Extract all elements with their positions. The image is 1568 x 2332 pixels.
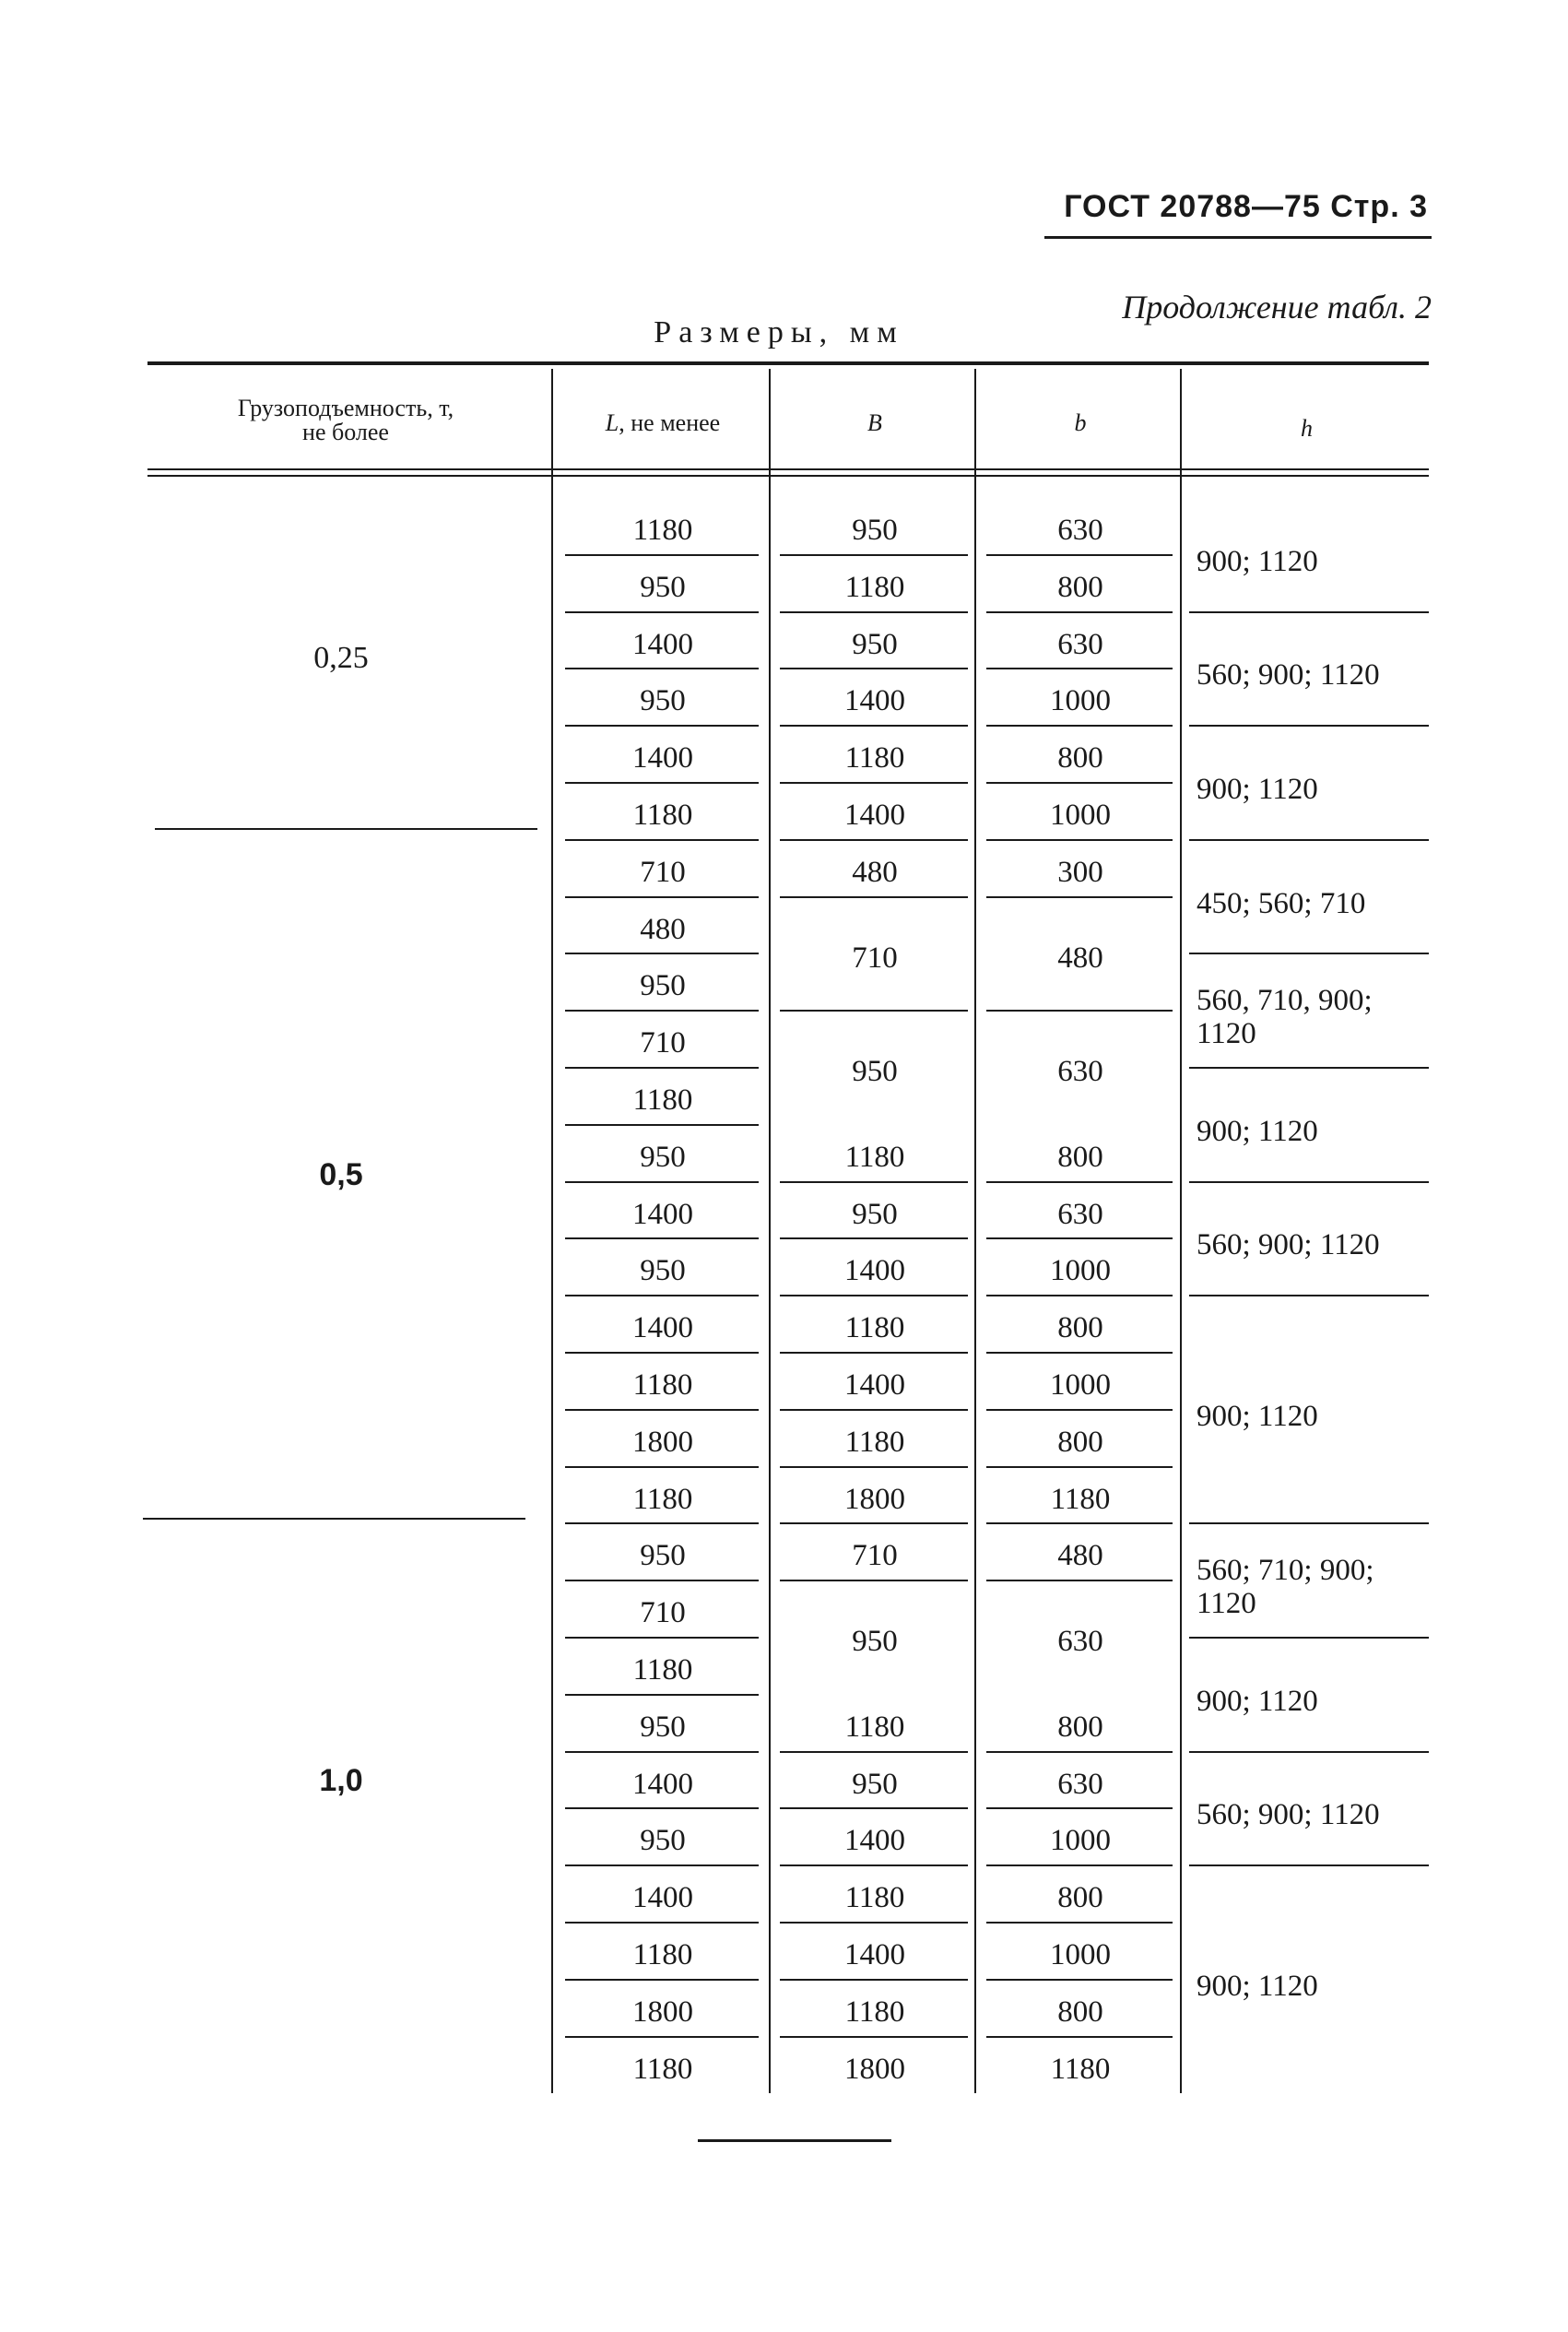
cell-B: 1180 xyxy=(844,1311,905,1345)
cell-h: 560; 900; 1120 xyxy=(1197,1228,1380,1262)
column-header-h: h xyxy=(1301,415,1313,442)
cell-rule-h xyxy=(1189,725,1429,727)
cell-b: 630 xyxy=(1057,1197,1103,1231)
cell-h: 900; 1120 xyxy=(1197,773,1318,806)
cell-L: 1400 xyxy=(632,741,693,775)
cell-rule-B xyxy=(780,1807,968,1809)
cell-rule-L xyxy=(565,1010,759,1012)
cell-rule-b xyxy=(986,725,1173,727)
cell-rule-L xyxy=(565,1751,759,1753)
cell-rule-h xyxy=(1189,839,1429,841)
cell-rule-h xyxy=(1189,611,1429,613)
cell-L: 950 xyxy=(640,1140,686,1174)
cell-rule-B xyxy=(780,1522,968,1524)
cell-h: 900; 1120 xyxy=(1197,1399,1318,1433)
cell-rule-b xyxy=(986,1580,1173,1581)
cell-rule-L xyxy=(565,1237,759,1239)
cell-L: 950 xyxy=(640,1539,686,1573)
cell-h: 560, 710, 900; 1120 xyxy=(1197,984,1373,1051)
cell-B: 950 xyxy=(852,1625,898,1659)
cell-L: 1180 xyxy=(632,1938,693,1971)
cell-b: 800 xyxy=(1057,1425,1103,1459)
cell-rule-L xyxy=(565,668,759,669)
cell-rule-B xyxy=(780,1295,968,1296)
cell-rule-h xyxy=(1189,1067,1429,1069)
cell-rule-h xyxy=(1189,1181,1429,1183)
cell-rule-B xyxy=(780,782,968,784)
cell-L: 1180 xyxy=(632,2052,693,2086)
column-header-capacity: Грузоподъемность, т, не более xyxy=(237,395,454,445)
cell-b: 800 xyxy=(1057,741,1103,775)
cell-rule-B xyxy=(780,1352,968,1354)
cell-L: 950 xyxy=(640,684,686,718)
cell-B: 1400 xyxy=(844,684,905,718)
cell-b: 800 xyxy=(1057,1311,1103,1345)
cell-rule-L xyxy=(565,1637,759,1639)
cell-B: 1180 xyxy=(844,741,905,775)
cell-rule-L xyxy=(565,2036,759,2038)
cell-rule-B xyxy=(780,1922,968,1924)
cell-rule-B xyxy=(780,896,968,898)
header-rule-1 xyxy=(147,468,1429,470)
cell-b: 630 xyxy=(1057,1055,1103,1089)
cell-b: 1180 xyxy=(1050,1482,1111,1516)
cell-rule-b xyxy=(986,1466,1173,1468)
cell-rule-b xyxy=(986,1181,1173,1183)
cell-L: 950 xyxy=(640,1824,686,1858)
cell-rule-b xyxy=(986,782,1173,784)
cell-b: 630 xyxy=(1057,514,1103,547)
cell-L: 710 xyxy=(640,855,686,889)
column-header-L: L, не менее xyxy=(605,409,721,436)
cell-L: 1400 xyxy=(632,1767,693,1801)
cell-rule-L xyxy=(565,1124,759,1126)
cell-B: 710 xyxy=(852,941,898,975)
cell-h: 450; 560; 710 xyxy=(1197,886,1366,920)
cell-rule-b xyxy=(986,1979,1173,1981)
cell-rule-L xyxy=(565,1181,759,1183)
column-rule-2 xyxy=(769,369,771,2093)
cell-h: 900; 1120 xyxy=(1197,1684,1318,1718)
table-top-rule xyxy=(147,361,1429,365)
cell-rule-B xyxy=(780,1580,968,1581)
cell-rule-B xyxy=(780,1751,968,1753)
cell-B: 1400 xyxy=(844,799,905,832)
cell-rule-L xyxy=(565,1409,759,1411)
cell-L: 950 xyxy=(640,1710,686,1744)
cell-L: 1400 xyxy=(632,627,693,661)
cell-L: 480 xyxy=(640,912,686,946)
cell-b: 630 xyxy=(1057,1767,1103,1801)
cell-rule-B xyxy=(780,1979,968,1981)
cell-B: 480 xyxy=(852,855,898,889)
cell-rule-B xyxy=(780,1864,968,1866)
cell-rule-b xyxy=(986,839,1173,841)
cell-rule-b xyxy=(986,611,1173,613)
cell-rule-b xyxy=(986,1295,1173,1296)
cell-rule-h xyxy=(1189,1864,1429,1866)
cell-b: 1000 xyxy=(1050,799,1111,832)
cell-b: 1000 xyxy=(1050,1824,1111,1858)
cell-rule-L xyxy=(565,896,759,898)
cell-rule-B xyxy=(780,1409,968,1411)
cell-b: 1000 xyxy=(1050,1368,1111,1402)
header-rule-2 xyxy=(147,475,1429,477)
cell-b: 300 xyxy=(1057,855,1103,889)
cell-rule-B xyxy=(780,1010,968,1012)
cell-rule-B xyxy=(780,668,968,669)
cell-h: 560; 900; 1120 xyxy=(1197,1798,1380,1832)
cell-rule-L xyxy=(565,1694,759,1696)
cell-rule-B xyxy=(780,611,968,613)
cell-B: 1400 xyxy=(844,1368,905,1402)
cell-L: 950 xyxy=(640,570,686,604)
cell-rule-L xyxy=(565,611,759,613)
cell-rule-b xyxy=(986,1922,1173,1924)
cell-rule-h xyxy=(1189,1295,1429,1296)
cell-B: 950 xyxy=(852,627,898,661)
capacity-value: 1,0 xyxy=(319,1763,363,1798)
cell-rule-h xyxy=(1189,953,1429,954)
cell-b: 800 xyxy=(1057,1710,1103,1744)
cell-L: 1180 xyxy=(632,1482,693,1516)
cell-rule-L xyxy=(565,1522,759,1524)
cell-rule-B xyxy=(780,1181,968,1183)
cell-rule-b xyxy=(986,1807,1173,1809)
cell-rule-B xyxy=(780,554,968,556)
cell-L: 1180 xyxy=(632,514,693,547)
cell-rule-b xyxy=(986,1751,1173,1753)
cell-L: 1800 xyxy=(632,1995,693,2029)
cell-L: 1400 xyxy=(632,1881,693,1915)
cell-rule-b xyxy=(986,1409,1173,1411)
cell-rule-b xyxy=(986,896,1173,898)
cell-B: 1400 xyxy=(844,1824,905,1858)
cell-B: 1180 xyxy=(844,1425,905,1459)
cell-rule-b xyxy=(986,554,1173,556)
cell-L: 1800 xyxy=(632,1425,693,1459)
column-header-L-suffix: , не менее xyxy=(619,409,721,436)
cell-L: 1180 xyxy=(632,1368,693,1402)
cell-b: 1000 xyxy=(1050,1938,1111,1971)
cell-L: 710 xyxy=(640,1026,686,1060)
cell-b: 800 xyxy=(1057,570,1103,604)
cell-rule-L xyxy=(565,839,759,841)
cell-rule-L xyxy=(565,1295,759,1296)
column-header-B: B xyxy=(867,409,882,436)
cell-L: 1180 xyxy=(632,1653,693,1687)
cell-L: 950 xyxy=(640,969,686,1003)
cell-rule-L xyxy=(565,953,759,954)
page-header: ГОСТ 20788—75 Стр. 3 xyxy=(1064,189,1428,224)
cell-L: 1180 xyxy=(632,799,693,832)
cell-h: 900; 1120 xyxy=(1197,1114,1318,1148)
column-rule-1 xyxy=(551,369,553,2093)
cell-h: 560; 710; 900; 1120 xyxy=(1197,1554,1374,1621)
cell-rule-L xyxy=(565,1922,759,1924)
cell-h: 560; 900; 1120 xyxy=(1197,658,1380,692)
cell-rule-L xyxy=(565,1466,759,1468)
cell-rule-b xyxy=(986,1237,1173,1239)
capacity-value: 0,25 xyxy=(313,641,369,675)
cell-B: 1180 xyxy=(844,1710,905,1744)
column-header-b: b xyxy=(1074,409,1087,436)
cell-h: 900; 1120 xyxy=(1197,1969,1318,2003)
cell-rule-B xyxy=(780,2036,968,2038)
cell-rule-b xyxy=(986,668,1173,669)
cell-rule-L xyxy=(565,1979,759,1981)
cell-rule-B xyxy=(780,725,968,727)
cell-L: 1400 xyxy=(632,1197,693,1231)
cell-rule-B xyxy=(780,1466,968,1468)
cell-b: 630 xyxy=(1057,1625,1103,1659)
cell-rule-L xyxy=(565,1807,759,1809)
cell-b: 800 xyxy=(1057,1995,1103,2029)
footer-rule xyxy=(698,2139,891,2142)
cell-rule-b xyxy=(986,1864,1173,1866)
cell-b: 480 xyxy=(1057,1539,1103,1573)
header-rule xyxy=(1044,236,1432,239)
cell-L: 1400 xyxy=(632,1311,693,1345)
cell-rule-L xyxy=(565,1580,759,1581)
cell-rule-L xyxy=(565,725,759,727)
cell-L: 950 xyxy=(640,1254,686,1288)
cell-b: 630 xyxy=(1057,627,1103,661)
cell-rule-L xyxy=(565,782,759,784)
cell-L: 1180 xyxy=(632,1083,693,1117)
cell-b: 800 xyxy=(1057,1881,1103,1915)
cell-rule-b xyxy=(986,1522,1173,1524)
capacity-value: 0,5 xyxy=(319,1157,363,1192)
cell-B: 710 xyxy=(852,1539,898,1573)
cell-rule-b xyxy=(986,2036,1173,2038)
cell-rule-h xyxy=(1189,1637,1429,1639)
cell-b: 480 xyxy=(1057,941,1103,975)
cell-B: 1400 xyxy=(844,1938,905,1971)
cell-B: 1180 xyxy=(844,1995,905,2029)
cell-b: 1000 xyxy=(1050,1254,1111,1288)
units-caption: Размеры, мм xyxy=(654,315,904,349)
cell-B: 950 xyxy=(852,1197,898,1231)
cell-b: 1180 xyxy=(1050,2052,1111,2086)
capacity-group-separator xyxy=(155,828,537,830)
cell-rule-L xyxy=(565,1864,759,1866)
cell-B: 1800 xyxy=(844,1482,905,1516)
cell-rule-b xyxy=(986,1010,1173,1012)
cell-B: 1180 xyxy=(844,1140,905,1174)
cell-B: 1180 xyxy=(844,570,905,604)
cell-B: 950 xyxy=(852,514,898,547)
cell-B: 1180 xyxy=(844,1881,905,1915)
cell-rule-h xyxy=(1189,1751,1429,1753)
cell-b: 800 xyxy=(1057,1140,1103,1174)
cell-B: 1400 xyxy=(844,1254,905,1288)
cell-rule-L xyxy=(565,554,759,556)
cell-rule-h xyxy=(1189,1522,1429,1524)
cell-h: 900; 1120 xyxy=(1197,544,1318,578)
cell-rule-B xyxy=(780,839,968,841)
cell-rule-L xyxy=(565,1067,759,1069)
cell-rule-B xyxy=(780,1237,968,1239)
cell-B: 1800 xyxy=(844,2052,905,2086)
cell-L: 710 xyxy=(640,1596,686,1630)
table-continuation-label: Продолжение табл. 2 xyxy=(1122,289,1432,326)
cell-B: 950 xyxy=(852,1767,898,1801)
capacity-group-separator xyxy=(143,1518,525,1520)
cell-B: 950 xyxy=(852,1055,898,1089)
cell-rule-L xyxy=(565,1352,759,1354)
cell-b: 1000 xyxy=(1050,684,1111,718)
cell-rule-b xyxy=(986,1352,1173,1354)
